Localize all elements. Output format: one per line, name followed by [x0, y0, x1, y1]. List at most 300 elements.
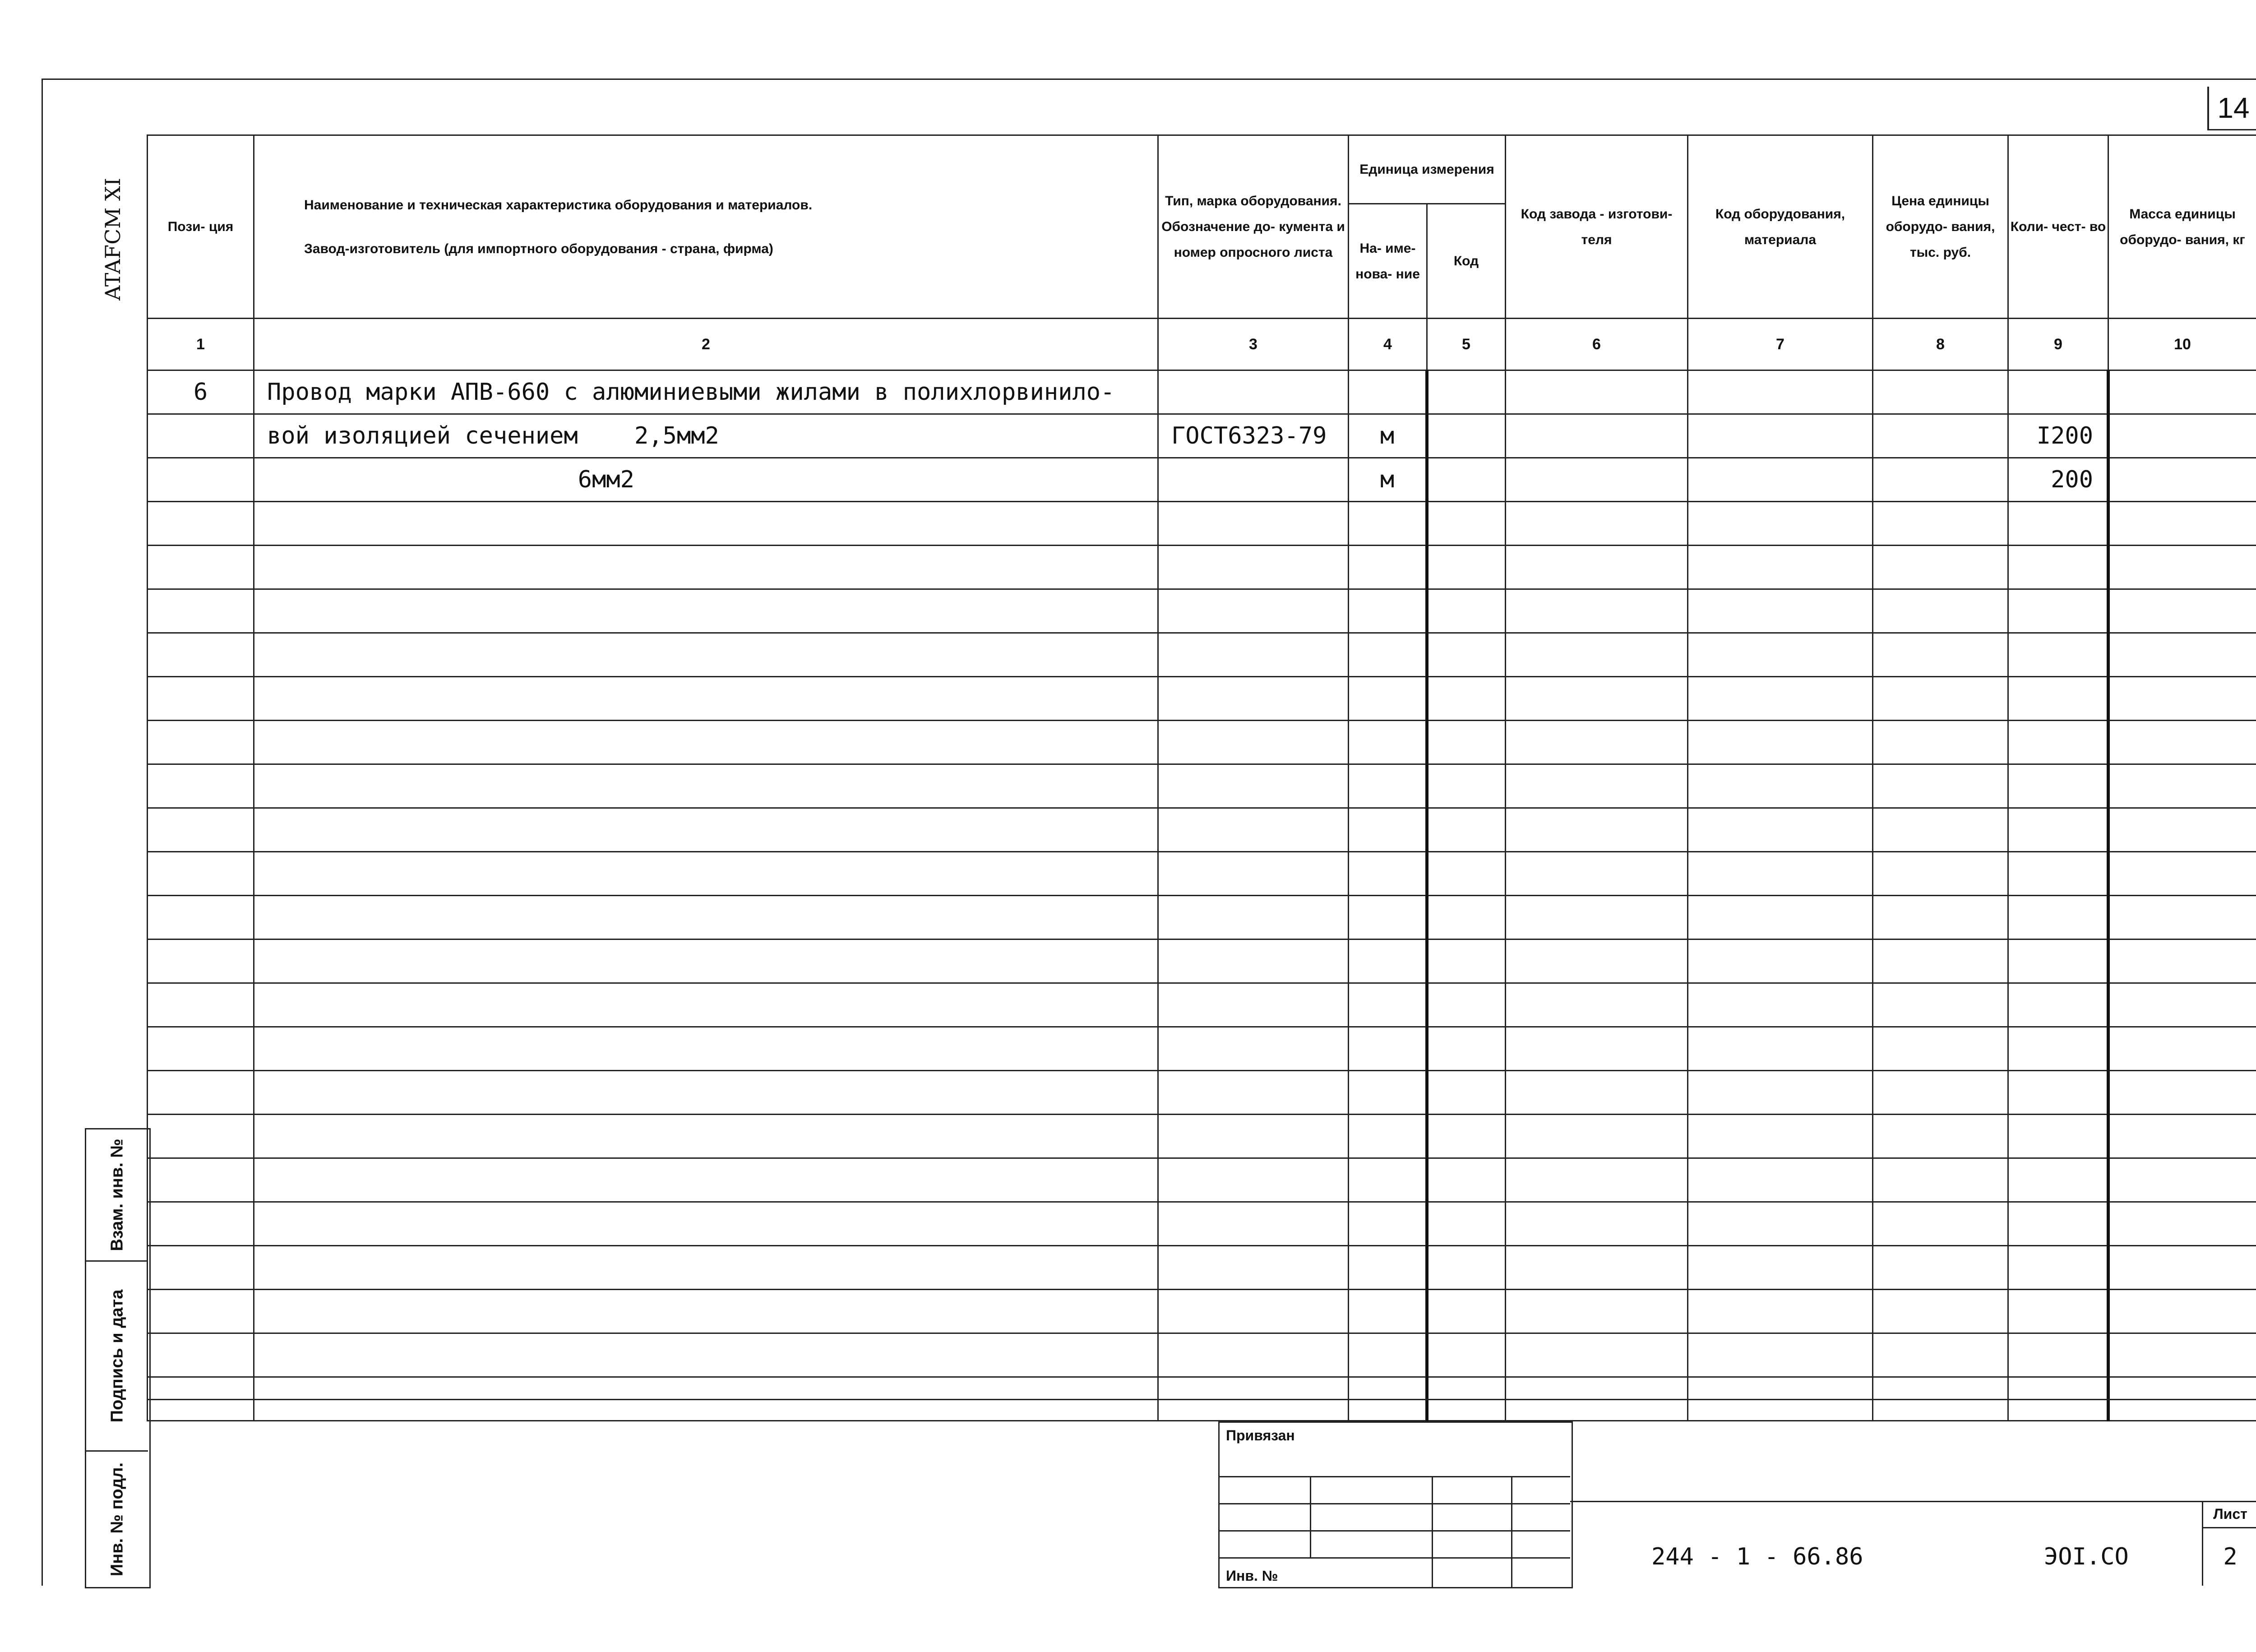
cell-quantity — [2008, 1246, 2108, 1290]
inventory-number-label: Инв. № — [1226, 1568, 1278, 1584]
cell-price — [1873, 1158, 2008, 1202]
header-unit-code: Код — [1427, 204, 1506, 319]
cell-equipment-code — [1688, 414, 1873, 458]
cell-position — [148, 1027, 254, 1071]
cell-unit — [1349, 852, 1427, 896]
title-block-top-line — [148, 1399, 2256, 1400]
cell-position — [148, 1202, 254, 1246]
cell-quantity — [2008, 1158, 2108, 1202]
cell-quantity — [2008, 1202, 2108, 1246]
table-row — [148, 721, 2256, 764]
cell-mass — [2108, 502, 2256, 546]
cell-unit: м — [1349, 458, 1427, 502]
cell-document — [1158, 633, 1349, 677]
cell-price — [1873, 764, 2008, 808]
table-row — [148, 983, 2256, 1027]
header-quantity: Коли- чест- во — [2008, 135, 2108, 319]
cell-equipment-code — [1688, 1071, 1873, 1115]
cell-position — [148, 808, 254, 852]
cell-equipment-code — [1688, 983, 1873, 1027]
cell-unit: м — [1349, 414, 1427, 458]
cell-mass — [2108, 370, 2256, 414]
cell-document — [1158, 546, 1349, 589]
cell-equipment-code — [1688, 896, 1873, 939]
cell-price — [1873, 502, 2008, 546]
header-unit-price: Цена единицы оборудо- вания, тыс. руб. — [1873, 135, 2008, 319]
stamp-divider — [1310, 1476, 1311, 1557]
cell-quantity: I200 — [2008, 414, 2108, 458]
cell-quantity — [2008, 808, 2108, 852]
cell-equipment-code — [1688, 633, 1873, 677]
cell-unit-code — [1427, 1290, 1506, 1333]
cell-price — [1873, 370, 2008, 414]
cell-unit-code — [1427, 721, 1506, 764]
cell-unit-code — [1427, 1333, 1506, 1377]
table-row — [148, 458, 2256, 502]
stamp-signature-date: Подпись и дата — [86, 1262, 148, 1452]
table-row — [148, 633, 2256, 677]
cell-manufacturer-code — [1506, 1115, 1688, 1158]
cell-unit — [1349, 1158, 1427, 1202]
cell-document — [1158, 1027, 1349, 1071]
binding-label: Привязан — [1226, 1427, 1295, 1444]
cell-equipment-code — [1688, 1290, 1873, 1333]
cell-quantity — [2008, 852, 2108, 896]
cell-document — [1158, 1246, 1349, 1290]
cell-quantity — [2008, 589, 2108, 633]
cell-price — [1873, 633, 2008, 677]
cell-position — [148, 721, 254, 764]
cell-mass — [2108, 546, 2256, 589]
cell-unit-code — [1427, 1246, 1506, 1290]
cell-name — [254, 764, 1158, 808]
cell-position — [148, 502, 254, 546]
cell-position — [148, 1158, 254, 1202]
cell-document — [1158, 808, 1349, 852]
cell-equipment-code — [1688, 1202, 1873, 1246]
cell-name — [254, 677, 1158, 721]
cell-manufacturer-code — [1506, 458, 1688, 502]
header-type-mark: Тип, марка оборудования. Обозначение до- кумента и номер опросного листа — [1158, 135, 1349, 319]
table-row — [148, 1333, 2256, 1377]
cell-quantity — [2008, 939, 2108, 983]
sheet-box — [2202, 1501, 2256, 1586]
cell-unit — [1349, 677, 1427, 721]
stamp-rule — [1220, 1530, 1570, 1532]
cell-position — [148, 1071, 254, 1115]
cell-position — [148, 458, 254, 502]
cell-unit — [1349, 896, 1427, 939]
cell-document — [1158, 1333, 1349, 1377]
cell-manufacturer-code — [1506, 633, 1688, 677]
cell-manufacturer-code — [1506, 1027, 1688, 1071]
cell-equipment-code — [1688, 370, 1873, 414]
cell-mass — [2108, 1115, 2256, 1158]
cell-document — [1158, 677, 1349, 721]
cell-document — [1158, 370, 1349, 414]
cell-unit — [1349, 370, 1427, 414]
cell-mass — [2108, 721, 2256, 764]
cell-price — [1873, 1246, 2008, 1290]
cell-equipment-code — [1688, 764, 1873, 808]
cell-unit-code — [1427, 677, 1506, 721]
column-number: 9 — [2008, 319, 2108, 370]
cell-mass — [2108, 633, 2256, 677]
cell-document — [1158, 1202, 1349, 1246]
cell-price — [1873, 852, 2008, 896]
cell-position — [148, 1290, 254, 1333]
cell-equipment-code — [1688, 677, 1873, 721]
cell-document — [1158, 983, 1349, 1027]
stamp-divider — [1511, 1476, 1512, 1587]
cell-unit-code — [1427, 808, 1506, 852]
cell-unit-code — [1427, 370, 1506, 414]
cell-unit — [1349, 939, 1427, 983]
column-number: 1 — [148, 319, 254, 370]
cell-mass — [2108, 896, 2256, 939]
cell-position — [148, 589, 254, 633]
cell-document: ГОСТ6323-79 — [1158, 414, 1349, 458]
cell-unit — [1349, 1290, 1427, 1333]
cell-mass — [2108, 589, 2256, 633]
cell-mass — [2108, 1071, 2256, 1115]
title-block-rule — [1570, 1501, 2256, 1502]
cell-quantity — [2008, 764, 2108, 808]
column-number: 10 — [2108, 319, 2256, 370]
table-row — [148, 502, 2256, 546]
cell-name — [254, 808, 1158, 852]
sheet-value: 2 — [2223, 1543, 2238, 1570]
stamp-rule — [1220, 1476, 1570, 1477]
cell-unit-code — [1427, 1202, 1506, 1246]
cell-name — [254, 1333, 1158, 1377]
cell-unit — [1349, 1027, 1427, 1071]
cell-mass — [2108, 852, 2256, 896]
cell-name — [254, 1290, 1158, 1333]
table-row — [148, 764, 2256, 808]
cell-mass — [2108, 1027, 2256, 1071]
cell-name — [254, 633, 1158, 677]
cell-name — [254, 502, 1158, 546]
cell-name — [254, 589, 1158, 633]
cell-quantity — [2008, 546, 2108, 589]
cell-manufacturer-code — [1506, 1290, 1688, 1333]
cell-document — [1158, 852, 1349, 896]
cell-quantity — [2008, 983, 2108, 1027]
table-row — [148, 808, 2256, 852]
table-row — [148, 1290, 2256, 1333]
cell-name — [254, 1246, 1158, 1290]
cell-manufacturer-code — [1506, 721, 1688, 764]
cell-equipment-code — [1688, 589, 1873, 633]
header-name-line1: Наименование и техническая характеристика оборудования и материалов. — [304, 197, 813, 213]
cell-name: вой изоляцией сечением 2,5мм2 — [254, 414, 1158, 458]
cell-name — [254, 1202, 1158, 1246]
cell-unit — [1349, 546, 1427, 589]
column-number: 2 — [254, 319, 1158, 370]
cell-unit-code — [1427, 502, 1506, 546]
cell-unit — [1349, 589, 1427, 633]
cell-unit-code — [1427, 633, 1506, 677]
cell-position — [148, 1115, 254, 1158]
cell-mass — [2108, 1246, 2256, 1290]
cell-name: Провод марки АПВ-660 с алюминиевыми жилами в полихлорвинило- — [254, 370, 1158, 414]
header-equipment-code: Код оборудования, материала — [1688, 135, 1873, 319]
cell-equipment-code — [1688, 1246, 1873, 1290]
cell-quantity — [2008, 1071, 2108, 1115]
cell-equipment-code — [1688, 1027, 1873, 1071]
table-row — [148, 1115, 2256, 1158]
cell-equipment-code — [1688, 939, 1873, 983]
cell-document — [1158, 764, 1349, 808]
cell-price — [1873, 896, 2008, 939]
table-row — [148, 1027, 2256, 1071]
cell-unit — [1349, 1115, 1427, 1158]
cell-price — [1873, 939, 2008, 983]
cell-name — [254, 1071, 1158, 1115]
cell-mass — [2108, 939, 2256, 983]
header-unit-mass: Масса единицы оборудо- вания, кг — [2108, 135, 2256, 319]
cell-unit-code — [1427, 1027, 1506, 1071]
cell-manufacturer-code — [1506, 939, 1688, 983]
cell-price — [1873, 1290, 2008, 1333]
cell-unit-code — [1427, 458, 1506, 502]
cell-unit-code — [1427, 1115, 1506, 1158]
cell-manufacturer-code — [1506, 589, 1688, 633]
cell-manufacturer-code — [1506, 546, 1688, 589]
cell-quantity — [2008, 633, 2108, 677]
cell-equipment-code — [1688, 1333, 1873, 1377]
cell-quantity — [2008, 1333, 2108, 1377]
cell-name — [254, 939, 1158, 983]
stamp-divider — [1432, 1476, 1433, 1587]
cell-mass — [2108, 1158, 2256, 1202]
document-number: ЭОI.СО — [2044, 1543, 2129, 1570]
archive-code: ATAFCM XI — [101, 178, 125, 301]
cell-quantity — [2008, 896, 2108, 939]
table-row — [148, 1158, 2256, 1202]
table-row — [148, 1202, 2256, 1246]
cell-position — [148, 414, 254, 458]
cell-equipment-code — [1688, 721, 1873, 764]
table-row — [148, 370, 2256, 414]
cell-manufacturer-code — [1506, 370, 1688, 414]
cell-position — [148, 852, 254, 896]
header-unit-name: На- име- нова- ние — [1349, 204, 1427, 319]
cell-price — [1873, 458, 2008, 502]
cell-manufacturer-code — [1506, 1071, 1688, 1115]
cell-mass — [2108, 808, 2256, 852]
cell-position — [148, 764, 254, 808]
header-name-line2: Завод-изготовитель (для импортного оборудования - страна, фирма) — [304, 241, 773, 256]
cell-manufacturer-code — [1506, 1158, 1688, 1202]
cell-name — [254, 852, 1158, 896]
cell-manufacturer-code — [1506, 808, 1688, 852]
cell-quantity — [2008, 370, 2108, 414]
cell-manufacturer-code — [1506, 1202, 1688, 1246]
cell-price — [1873, 1027, 2008, 1071]
cell-unit-code — [1427, 939, 1506, 983]
specification-table — [147, 134, 2256, 1421]
cell-document — [1158, 1071, 1349, 1115]
cell-price — [1873, 721, 2008, 764]
cell-equipment-code — [1688, 1158, 1873, 1202]
cell-price — [1873, 677, 2008, 721]
cell-manufacturer-code — [1506, 677, 1688, 721]
cell-name — [254, 1158, 1158, 1202]
table-row — [148, 1246, 2256, 1290]
cell-mass — [2108, 1333, 2256, 1377]
cell-manufacturer-code — [1506, 852, 1688, 896]
cell-position — [148, 939, 254, 983]
header-position: Пози- ция — [148, 135, 254, 319]
cell-document — [1158, 939, 1349, 983]
cell-price — [1873, 1202, 2008, 1246]
cell-equipment-code — [1688, 1115, 1873, 1158]
cell-name — [254, 983, 1158, 1027]
cell-document — [1158, 1115, 1349, 1158]
cell-name: 6мм2 — [254, 458, 1158, 502]
cell-price — [1873, 1115, 2008, 1158]
cell-unit-code — [1427, 589, 1506, 633]
cell-document — [1158, 502, 1349, 546]
column-number: 4 — [1349, 319, 1427, 370]
sheet-label: Лист — [2203, 1501, 2256, 1528]
cell-price — [1873, 1333, 2008, 1377]
table-row — [148, 546, 2256, 589]
cell-unit — [1349, 502, 1427, 546]
cell-price — [1873, 1071, 2008, 1115]
column-number: 6 — [1506, 319, 1688, 370]
left-stamp — [85, 1128, 151, 1588]
cell-document — [1158, 458, 1349, 502]
cell-manufacturer-code — [1506, 1333, 1688, 1377]
cell-quantity — [2008, 721, 2108, 764]
cell-equipment-code — [1688, 458, 1873, 502]
cell-manufacturer-code — [1506, 414, 1688, 458]
cell-unit — [1349, 1202, 1427, 1246]
cell-unit-code — [1427, 546, 1506, 589]
cell-unit — [1349, 721, 1427, 764]
table-row — [148, 852, 2256, 896]
stamp-rule — [1220, 1503, 1570, 1504]
cell-unit — [1349, 1246, 1427, 1290]
cell-document — [1158, 1158, 1349, 1202]
cell-position: 6 — [148, 370, 254, 414]
cell-name — [254, 1115, 1158, 1158]
table-row — [148, 589, 2256, 633]
header-manufacturer-code: Код завода - изготови- теля — [1506, 135, 1688, 319]
cell-mass — [2108, 414, 2256, 458]
stamp-replacement-inv: Взам. инв. № — [86, 1129, 148, 1262]
column-number: 7 — [1688, 319, 1873, 370]
cell-manufacturer-code — [1506, 896, 1688, 939]
binding-stamp — [1218, 1421, 1573, 1588]
cell-position — [148, 677, 254, 721]
cell-manufacturer-code — [1506, 1246, 1688, 1290]
cell-mass — [2108, 677, 2256, 721]
header-unit-group: Единица измерения — [1349, 135, 1506, 204]
cell-unit-code — [1427, 1158, 1506, 1202]
cell-price — [1873, 414, 2008, 458]
cell-quantity — [2008, 1027, 2108, 1071]
cell-equipment-code — [1688, 808, 1873, 852]
table-row — [148, 1071, 2256, 1115]
cell-equipment-code — [1688, 852, 1873, 896]
cell-position — [148, 546, 254, 589]
cell-document — [1158, 589, 1349, 633]
cell-unit — [1349, 1333, 1427, 1377]
stamp-rule — [1220, 1557, 1570, 1559]
cell-unit-code — [1427, 896, 1506, 939]
cell-name — [254, 1027, 1158, 1071]
cell-position — [148, 896, 254, 939]
cell-unit-code — [1427, 764, 1506, 808]
cell-manufacturer-code — [1506, 764, 1688, 808]
cell-unit-code — [1427, 852, 1506, 896]
top-sheet-number: 14 — [2207, 87, 2256, 130]
cell-equipment-code — [1688, 546, 1873, 589]
table-row — [148, 896, 2256, 939]
cell-price — [1873, 808, 2008, 852]
cell-unit — [1349, 633, 1427, 677]
cell-name — [254, 721, 1158, 764]
stamp-original-inv: Инв. № подл. — [107, 1462, 126, 1577]
frame-left-border — [42, 79, 43, 1586]
cell-document — [1158, 721, 1349, 764]
cell-position — [148, 983, 254, 1027]
cell-unit — [1349, 764, 1427, 808]
cell-position — [148, 1246, 254, 1290]
cell-mass — [2108, 1202, 2256, 1246]
cell-document — [1158, 1290, 1349, 1333]
header-name — [254, 135, 1158, 319]
cell-unit-code — [1427, 1071, 1506, 1115]
table-row — [148, 677, 2256, 721]
cell-mass — [2108, 1290, 2256, 1333]
frame-top-border — [42, 79, 2256, 80]
cell-price — [1873, 983, 2008, 1027]
cell-price — [1873, 546, 2008, 589]
cell-name — [254, 546, 1158, 589]
column-number: 3 — [1158, 319, 1349, 370]
cell-unit-code — [1427, 414, 1506, 458]
cell-quantity — [2008, 1115, 2108, 1158]
cell-mass — [2108, 983, 2256, 1027]
table-row — [148, 939, 2256, 983]
table-row — [148, 414, 2256, 458]
cell-mass — [2108, 458, 2256, 502]
cell-unit-code — [1427, 983, 1506, 1027]
cell-equipment-code — [1688, 502, 1873, 546]
cell-document — [1158, 896, 1349, 939]
cell-position — [148, 1333, 254, 1377]
cell-quantity — [2008, 677, 2108, 721]
cell-name — [254, 896, 1158, 939]
column-number: 5 — [1427, 319, 1506, 370]
cell-quantity — [2008, 1290, 2108, 1333]
cell-manufacturer-code — [1506, 502, 1688, 546]
cell-unit — [1349, 808, 1427, 852]
cell-price — [1873, 589, 2008, 633]
cell-unit — [1349, 983, 1427, 1027]
cell-quantity — [2008, 502, 2108, 546]
cell-manufacturer-code — [1506, 983, 1688, 1027]
cell-position — [148, 633, 254, 677]
document-code: 244 - 1 - 66.86 — [1651, 1543, 1863, 1570]
cell-quantity: 200 — [2008, 458, 2108, 502]
column-number: 8 — [1873, 319, 2008, 370]
